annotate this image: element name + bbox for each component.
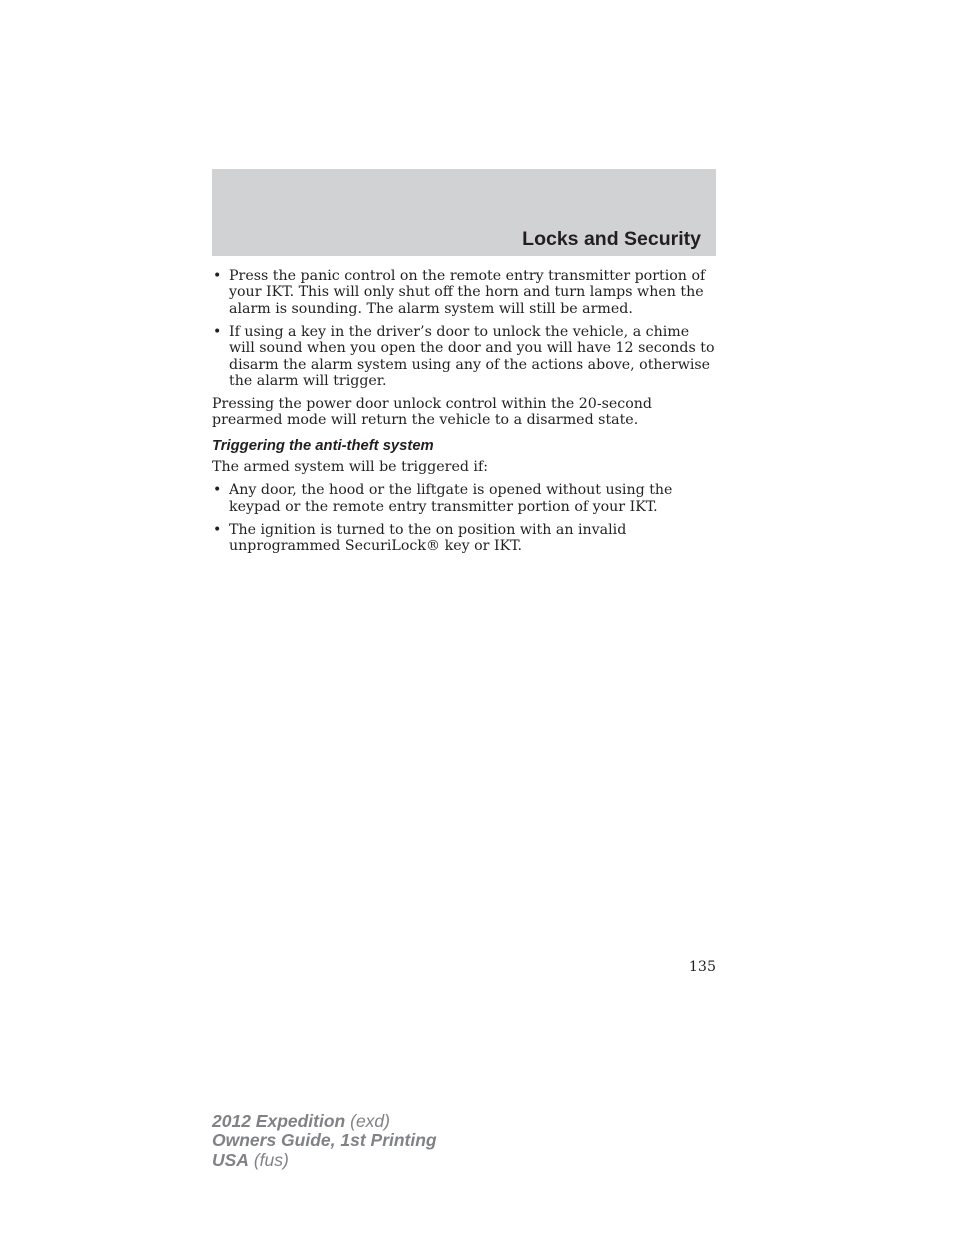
disarm-bullet-list	[212, 268, 716, 389]
footer-market-code: (fus)	[253, 1149, 289, 1170]
prearmed-paragraph: Pressing the power door unlock control within the 20-second prearmed mode will return the vehicle to a disarmed state.	[212, 395, 652, 429]
footer-line-guide	[212, 1131, 437, 1150]
list-item	[212, 268, 716, 317]
footer-market: USA	[212, 1149, 249, 1170]
trigger-intro: The armed system will be triggered if:	[212, 459, 488, 476]
document-footer	[212, 1112, 437, 1170]
footer-guide: Owners Guide, 1st Printing	[212, 1130, 437, 1151]
list-item	[212, 482, 716, 515]
footer-line-market	[212, 1151, 437, 1170]
subsection-heading: Triggering the anti-theft system	[212, 437, 434, 454]
bullet-icon: •	[213, 482, 222, 499]
list-item	[212, 324, 716, 390]
list-item-text: The ignition is turned to the on position with an invalid unprogrammed SecuriLock® key or IKT.	[229, 521, 627, 555]
bullet-icon: •	[213, 268, 222, 284]
list-item-text: Press the panic control on the remote entry transmitter portion of your IKT. This will only shut off the horn and turn lamps when the alarm is sounding. The alarm system will still be armed.	[229, 268, 706, 317]
bullet-icon: •	[213, 521, 222, 538]
section-title: Locks and Security	[522, 228, 701, 250]
page-content	[212, 268, 716, 561]
bullet-icon: •	[213, 323, 222, 340]
list-item-text: Any door, the hood or the liftgate is opened without using the keypad or the remote entry transmitter portion of your IKT.	[229, 482, 673, 515]
trigger-bullet-list	[212, 482, 716, 554]
list-item-text: If using a key in the driver’s door to unlock the vehicle, a chime will sound when you open the door and you will have 12 seconds to disarm the alarm system using any of the actions above, otherwise the alarm will trigger.	[229, 323, 715, 389]
footer-model: 2012 Expedition	[212, 1111, 346, 1131]
section-header-band	[212, 169, 716, 256]
page-number: 135	[688, 959, 716, 975]
footer-model-code: (exd)	[350, 1111, 390, 1131]
footer-line-model	[212, 1112, 437, 1131]
list-item	[212, 522, 716, 555]
